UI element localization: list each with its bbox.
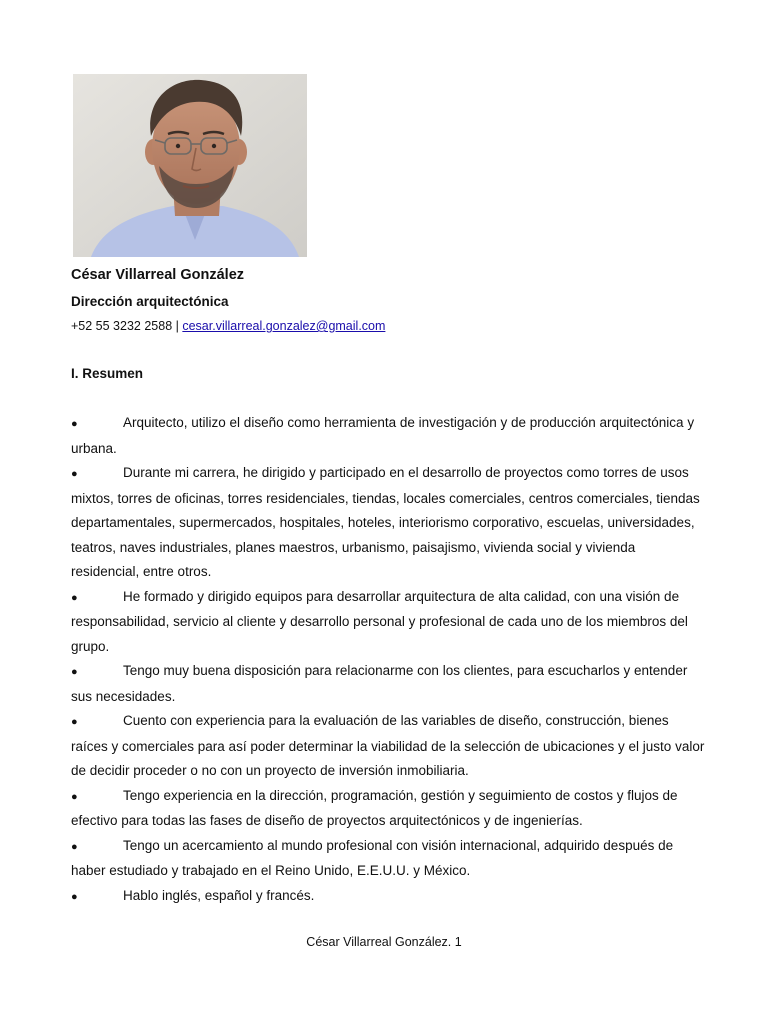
bullet-icon: ● xyxy=(71,666,78,678)
summary-item xyxy=(71,709,705,784)
summary-item-text: He formado y dirigido equipos para desarrollar arquitectura de alta calidad, con una visión de responsabilidad, servicio al cliente y desarrollo personal y profesional de cada uno de los miembros del grupo. xyxy=(71,588,688,654)
contact-separator: | xyxy=(172,319,183,333)
section-title-summary: I. Resumen xyxy=(71,366,144,381)
summary-item xyxy=(71,834,705,884)
summary-item-text: Hablo inglés, español y francés. xyxy=(123,887,315,903)
bullet-icon: ● xyxy=(71,468,78,480)
person-name: César Villarreal González xyxy=(71,267,245,283)
bullet-icon: ● xyxy=(71,418,78,430)
phone-number: +52 55 3232 2588 xyxy=(71,319,173,333)
job-title: Dirección arquitectónica xyxy=(71,294,229,309)
summary-item xyxy=(71,659,705,709)
summary-item-text: Tengo experiencia en la dirección, programación, gestión y seguimiento de costos y flujos de efectivo para todas las fases de diseño de proyectos arquitectónicos y de ingenierías. xyxy=(71,787,678,828)
summary-item-text: Arquitecto, utilizo el diseño como herramienta de investigación y de producción arquitectónica y urbana. xyxy=(71,415,695,456)
summary-list xyxy=(71,411,705,909)
summary-item xyxy=(71,784,705,834)
page-footer: César Villarreal González. 1 xyxy=(306,935,462,949)
summary-item xyxy=(71,585,705,660)
summary-item-text: Tengo un acercamiento al mundo profesional con visión internacional, adquirido después de haber estudiado y trabajado en el Reino Unido, E.E.U.U. y México. xyxy=(71,837,674,878)
summary-item xyxy=(71,461,705,585)
bullet-icon: ● xyxy=(71,716,78,728)
summary-item-text: Tengo muy buena disposición para relacionarme con los clientes, para escucharlos y entender sus necesidades. xyxy=(71,663,688,704)
contact-line xyxy=(71,319,385,333)
bullet-icon: ● xyxy=(71,790,78,803)
summary-item-text: Durante mi carrera, he dirigido y participado en el desarrollo de proyectos como torres de usos mixtos, torres de oficinas, torres residenciales, tiendas, locales comerciales, centros comerciales, tiendas departamentales, supermercados, hospitales, hoteles, interiorismo corporativo, escuelas, universidades, teatros, naves industriales, planes maestros, urbanismo, paisajismo, vivienda social y vivienda residencial, entre otros. xyxy=(71,465,700,579)
profile-photo xyxy=(73,74,307,257)
summary-item xyxy=(71,411,705,461)
bullet-icon: ● xyxy=(71,591,78,604)
summary-item xyxy=(71,884,705,910)
bullet-icon: ● xyxy=(71,890,78,903)
summary-item-text: Cuento con experiencia para la evaluación de las variables de diseño, construcción, bienes raíces y comerciales para así poder determinar la viabilidad de la selección de ubicaciones y el justo valor de decidir proceder o no con un proyecto de inversión inmobiliaria. xyxy=(71,713,705,778)
email-link[interactable]: cesar.villarreal.gonzalez@gmail.com xyxy=(182,319,386,333)
bullet-icon: ● xyxy=(71,840,78,853)
